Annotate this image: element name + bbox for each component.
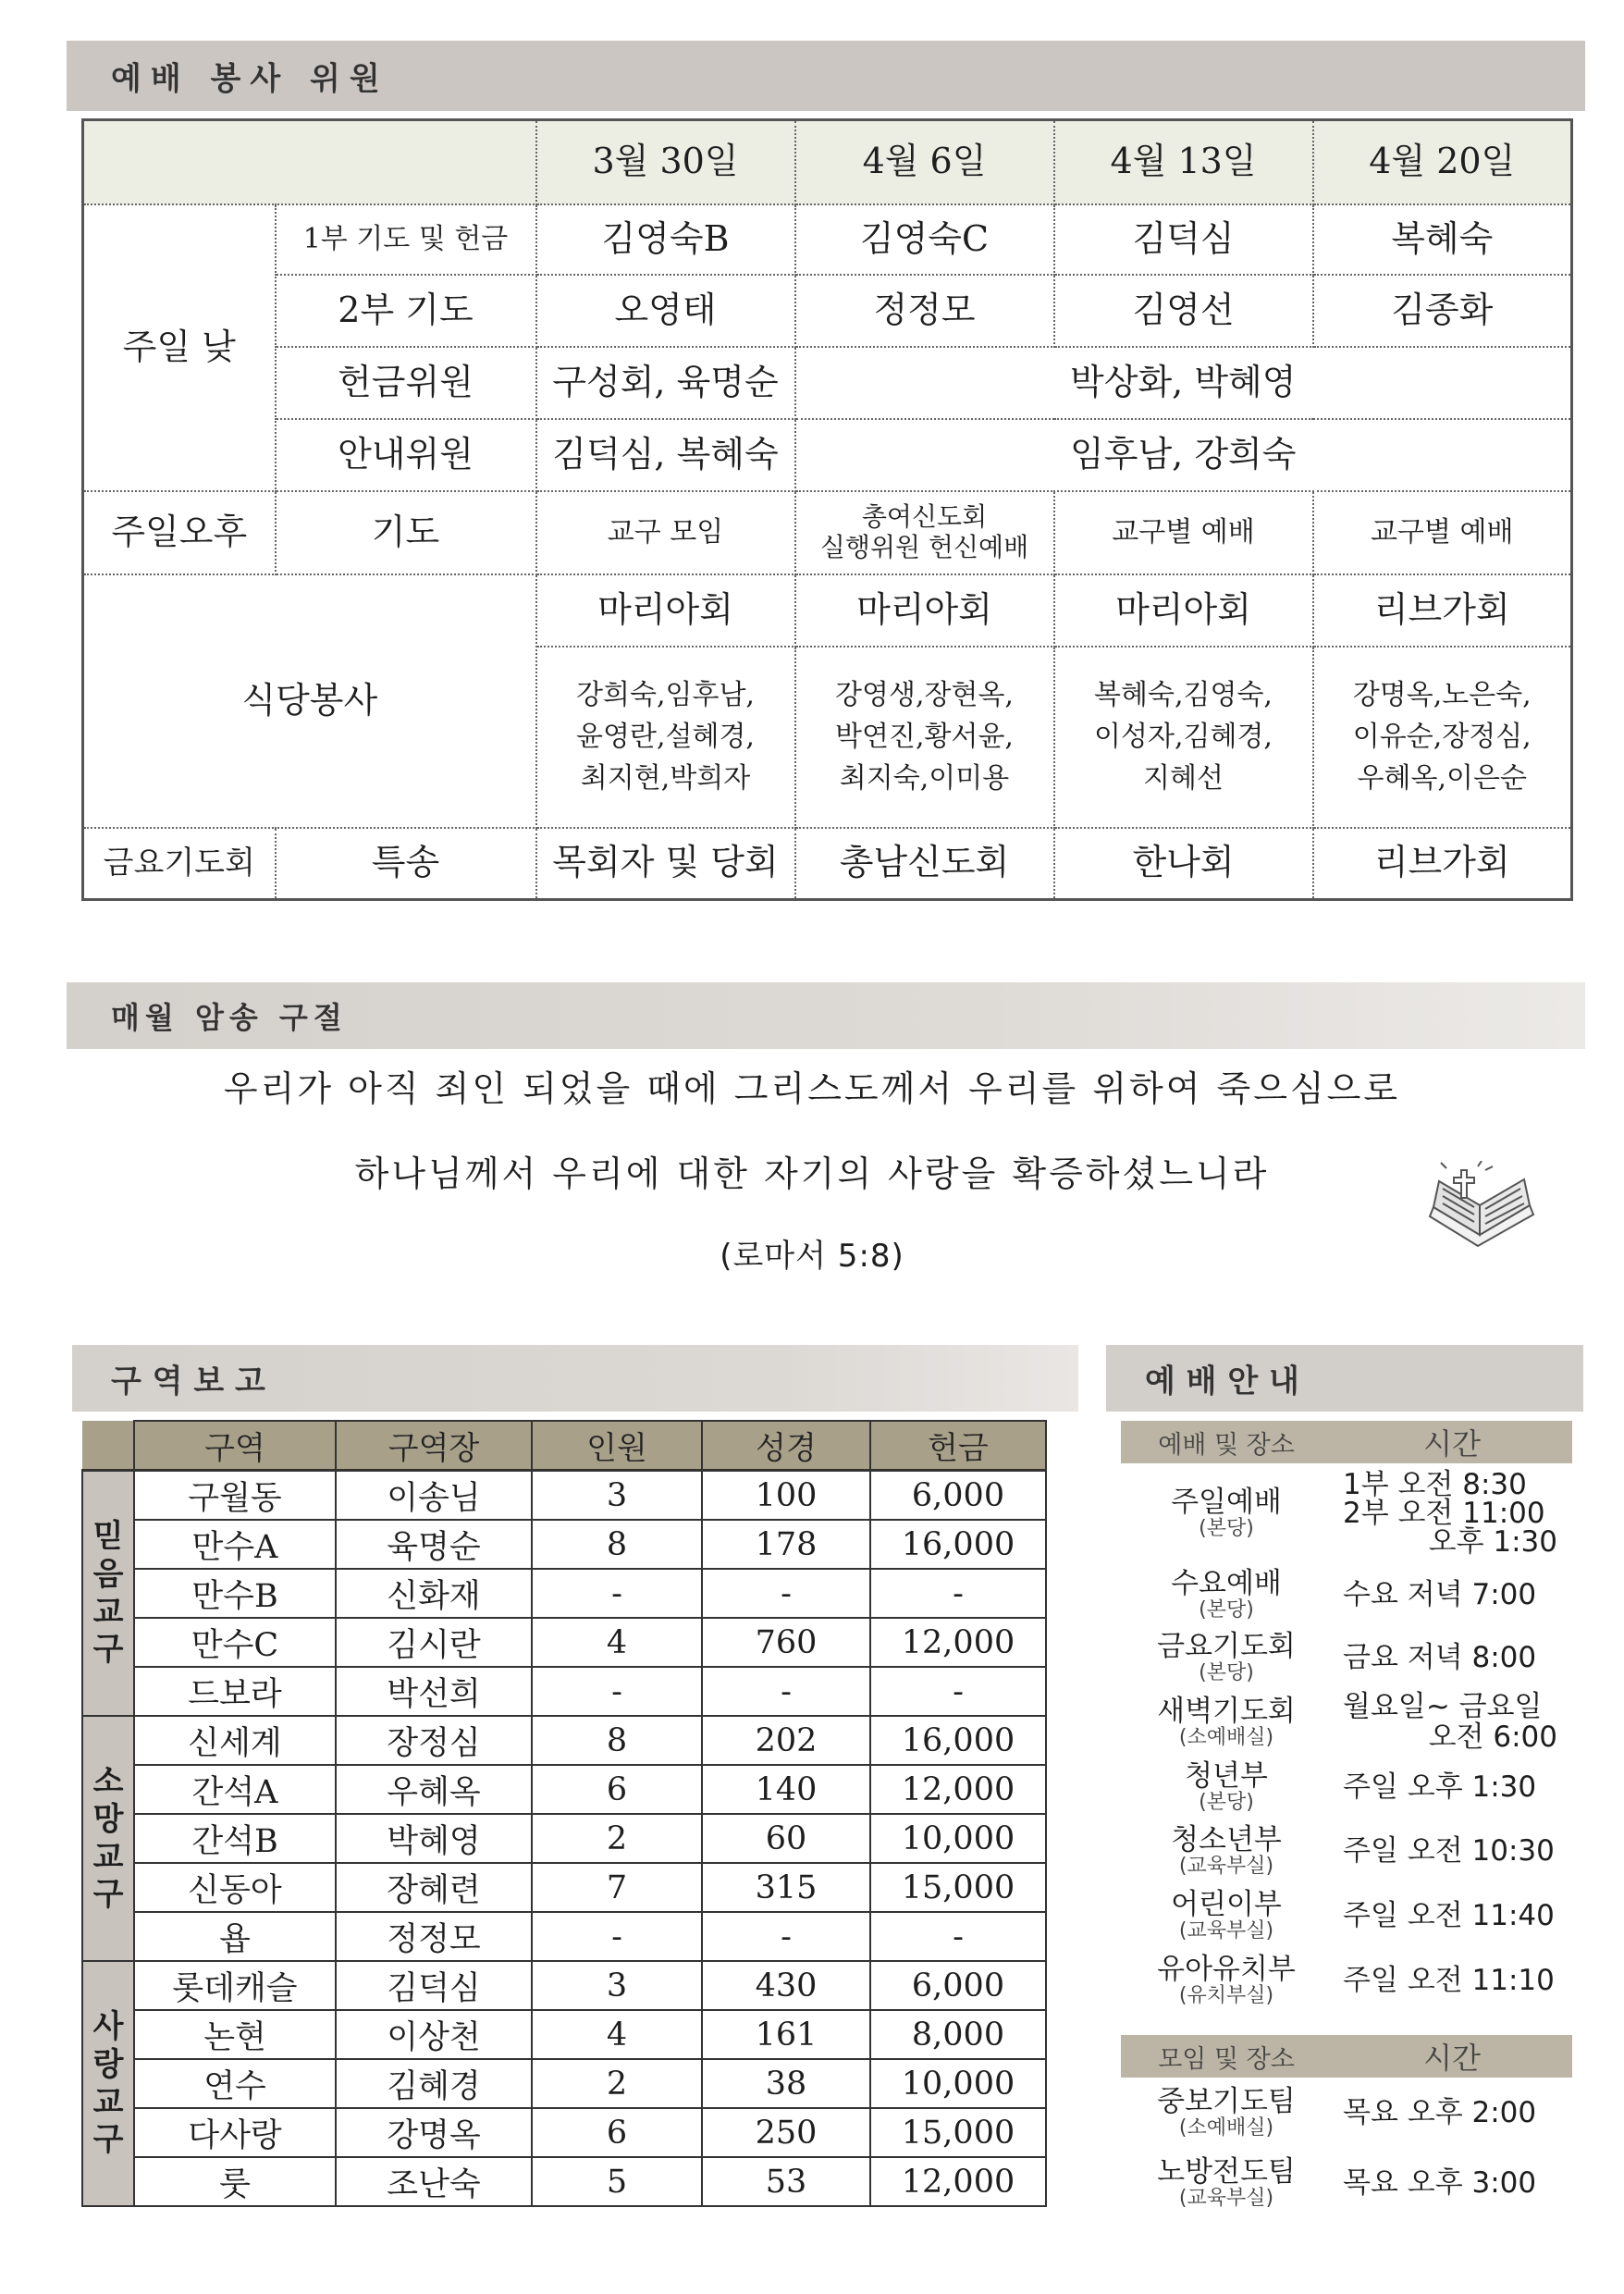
section-title: 예배 봉사 위원 xyxy=(111,60,389,98)
service-time: 주일 오전 11:40 xyxy=(1343,1898,1555,1932)
time-line: 2부 오전 11:00 xyxy=(1343,1496,1545,1530)
service-location: (소예배실) xyxy=(1178,1725,1274,1749)
row-group-label: 식당봉사 xyxy=(83,574,536,828)
service-name-text: 청소년부 xyxy=(1171,1823,1282,1857)
cell: 16,000 xyxy=(870,1520,1046,1569)
header-corner xyxy=(82,1421,134,1471)
cell: 12,000 xyxy=(870,1765,1046,1814)
table-row xyxy=(82,2059,1046,2108)
cell: 정정모 xyxy=(795,275,1054,347)
cell: - xyxy=(870,1912,1046,1961)
meeting-guide-table xyxy=(1121,2035,1572,2218)
cell: 롯데캐슬 xyxy=(134,1961,336,2010)
table-row xyxy=(82,1961,1046,2010)
cell: 178 xyxy=(702,1520,870,1569)
bible-icon xyxy=(1421,1161,1543,1272)
cell: 욥 xyxy=(134,1912,336,1961)
service-location: (교육부실) xyxy=(1178,1918,1274,1942)
schedule-row xyxy=(1121,2148,1572,2218)
meeting-location: (소예배실) xyxy=(1178,2115,1274,2140)
row-label: 1부 기도 및 헌금 xyxy=(276,204,536,275)
cell: 10,000 xyxy=(870,1814,1046,1863)
section-header-worship-volunteers xyxy=(67,41,1585,111)
cell: 박선희 xyxy=(336,1667,532,1716)
verse-reference: (로마서 5:8) xyxy=(720,1238,904,1275)
cell: 김시란 xyxy=(336,1618,532,1667)
cell: 강명옥 xyxy=(336,2108,532,2157)
cell: 오영태 xyxy=(536,275,795,347)
cell: 장혜련 xyxy=(336,1863,532,1912)
cell: - xyxy=(702,1569,870,1618)
cell: 100 xyxy=(702,1471,870,1521)
cell: - xyxy=(532,1569,702,1618)
service-location: (유치부실) xyxy=(1178,1983,1274,2007)
service-name xyxy=(1121,1756,1332,1819)
service-location: (본당) xyxy=(1199,1660,1254,1684)
member-list xyxy=(795,647,1054,828)
service-time: 수요 저녁 7:00 xyxy=(1343,1577,1537,1611)
time-line: 1부 오전 8:30 xyxy=(1343,1467,1527,1501)
row-group-label: 주일 낮 xyxy=(83,204,276,491)
cell: 구성회, 육명순 xyxy=(536,347,795,419)
cell: 8,000 xyxy=(870,2010,1046,2059)
row-label: 특송 xyxy=(276,828,536,900)
cell: 간석A xyxy=(134,1765,336,1814)
row-label: 헌금위원 xyxy=(276,347,536,419)
column-header: 성경 xyxy=(702,1421,870,1471)
member-line: 박연진,황서윤, xyxy=(835,721,1014,753)
meeting-name xyxy=(1121,2148,1332,2218)
group-label xyxy=(82,1961,134,2206)
cell: 정정모 xyxy=(336,1912,532,1961)
cell: 김영숙C xyxy=(795,204,1054,275)
cell: 신동아 xyxy=(134,1863,336,1912)
cell: 우혜옥 xyxy=(336,1765,532,1814)
cell: 구월동 xyxy=(134,1471,336,1521)
service-name-text: 주일예배 xyxy=(1171,1486,1282,1520)
cell: 김덕심 xyxy=(336,1961,532,2010)
meeting-name xyxy=(1121,2078,1332,2148)
table-row xyxy=(82,1471,1046,1521)
date-header: 3월 30일 xyxy=(536,120,795,204)
service-name xyxy=(1121,1563,1332,1626)
service-name-text: 청년부 xyxy=(1185,1759,1268,1794)
time-line: 오후 1:30 xyxy=(1428,1524,1557,1559)
cell: 드보라 xyxy=(134,1667,336,1716)
cell: 복혜숙 xyxy=(1313,204,1572,275)
table-row xyxy=(82,2108,1046,2157)
service-name-text: 수요예배 xyxy=(1171,1567,1282,1601)
section-title: 구 역 보 고 xyxy=(111,1363,265,1400)
merged-cell: 임후남, 강희숙 xyxy=(795,419,1572,491)
cell: 3 xyxy=(532,1961,702,2010)
member-list xyxy=(1054,647,1313,828)
cell: 12,000 xyxy=(870,2157,1046,2206)
group-label-text: 믿음교구 xyxy=(92,1517,124,1669)
column-header: 모임 및 장소 xyxy=(1121,2035,1332,2078)
meeting-location: (교육부실) xyxy=(1178,2186,1274,2210)
service-location: (본당) xyxy=(1199,1790,1254,1814)
cell: 5 xyxy=(532,2157,702,2206)
cell: 6 xyxy=(532,2108,702,2157)
cell: 김덕심 xyxy=(1054,204,1313,275)
table-row xyxy=(82,1569,1046,1618)
time-line: 오전 6:00 xyxy=(1428,1720,1557,1754)
row-label: 기도 xyxy=(276,491,536,574)
date-header: 4월 6일 xyxy=(795,120,1054,204)
cell: 조난숙 xyxy=(336,2157,532,2206)
cell: 760 xyxy=(702,1618,870,1667)
cell: 신세계 xyxy=(134,1716,336,1765)
service-time xyxy=(1332,1689,1572,1756)
table-row xyxy=(82,1765,1046,1814)
service-name xyxy=(1121,1689,1332,1756)
cell: 김영선 xyxy=(1054,275,1313,347)
row-label: 안내위원 xyxy=(276,419,536,491)
service-time xyxy=(1332,1463,1572,1563)
cell: 60 xyxy=(702,1814,870,1863)
service-name xyxy=(1121,1819,1332,1883)
section-title: 매월 암송 구절 xyxy=(111,1000,348,1035)
cell: 38 xyxy=(702,2059,870,2108)
schedule-row xyxy=(1121,1756,1572,1819)
member-line: 이유순,장정심, xyxy=(1352,721,1532,753)
service-name xyxy=(1121,1626,1332,1689)
verse-line-1: 우리가 아직 죄인 되었을 때에 그리스도께서 우리를 위하여 죽으심으로 xyxy=(223,1068,1401,1109)
table-row xyxy=(82,2157,1046,2206)
table-row xyxy=(82,1863,1046,1912)
service-name xyxy=(1121,1883,1332,1948)
verse-line-2: 하나님께서 우리에 대한 자기의 사랑을 확증하셨느니라 xyxy=(354,1153,1270,1194)
cell: 6 xyxy=(532,1765,702,1814)
cell: 한나회 xyxy=(1054,828,1313,900)
cell: 마리아회 xyxy=(536,574,795,647)
cell: 15,000 xyxy=(870,2108,1046,2157)
cell-line: 총여신도회 xyxy=(861,501,988,533)
cell: 53 xyxy=(702,2157,870,2206)
cell: 12,000 xyxy=(870,1618,1046,1667)
schedule-row xyxy=(1121,1626,1572,1689)
cell xyxy=(795,491,1054,574)
merged-cell: 박상화, 박혜영 xyxy=(795,347,1572,419)
member-line: 최지숙,이미용 xyxy=(839,762,1010,795)
schedule-row xyxy=(1121,1948,1572,2013)
cell: 만수B xyxy=(134,1569,336,1618)
member-line: 이성자,김혜경, xyxy=(1094,721,1273,753)
service-time: 금요 저녁 8:00 xyxy=(1343,1640,1537,1674)
member-list xyxy=(536,647,795,828)
cell: 4 xyxy=(532,1618,702,1667)
cell: 총남신도회 xyxy=(795,828,1054,900)
cell: 6,000 xyxy=(870,1471,1046,1521)
section-header-district-report xyxy=(72,1345,1078,1412)
service-name-text: 유아유치부 xyxy=(1157,1953,1296,1987)
cell: - xyxy=(870,1667,1046,1716)
column-header: 구역 xyxy=(134,1421,336,1471)
date-header: 4월 13일 xyxy=(1054,120,1313,204)
meeting-name-text: 노방전도팀 xyxy=(1157,2155,1296,2189)
cell: 2 xyxy=(532,1814,702,1863)
cell: 4 xyxy=(532,2010,702,2059)
cell: 다사랑 xyxy=(134,2108,336,2157)
column-header: 헌금 xyxy=(870,1421,1046,1471)
service-name-text: 어린이부 xyxy=(1171,1888,1282,1922)
cell: 2 xyxy=(532,2059,702,2108)
column-header: 시간 xyxy=(1332,1421,1572,1463)
table-row xyxy=(82,1667,1046,1716)
cell: 리브가회 xyxy=(1313,574,1572,647)
cell: 이송님 xyxy=(336,1471,532,1521)
service-time: 주일 오전 10:30 xyxy=(1343,1833,1555,1868)
worship-guide-table xyxy=(1121,1421,1572,2013)
section-title: 예 배 안 내 xyxy=(1145,1363,1299,1400)
member-line: 강희숙,임후남, xyxy=(576,679,755,711)
cell: - xyxy=(702,1667,870,1716)
column-header: 예배 및 장소 xyxy=(1121,1421,1332,1463)
cell: 6,000 xyxy=(870,1961,1046,2010)
time-line: 월요일~ 금요일 xyxy=(1343,1690,1543,1724)
group-label-text: 사랑교구 xyxy=(92,2007,124,2159)
cell: 15,000 xyxy=(870,1863,1046,1912)
cell: - xyxy=(532,1912,702,1961)
cell-line: 실행위원 헌신예배 xyxy=(819,531,1029,562)
cell: 202 xyxy=(702,1716,870,1765)
service-name xyxy=(1121,1463,1332,1563)
cell: 161 xyxy=(702,2010,870,2059)
service-name xyxy=(1121,1948,1332,2013)
group-label xyxy=(82,1471,134,1717)
date-header: 4월 20일 xyxy=(1313,120,1572,204)
schedule-row xyxy=(1121,1463,1572,1563)
member-line: 지혜선 xyxy=(1143,762,1224,795)
service-location: (본당) xyxy=(1199,1516,1254,1540)
cell: 10,000 xyxy=(870,2059,1046,2108)
cell: 교구 모임 xyxy=(536,491,795,574)
column-header: 시간 xyxy=(1332,2035,1572,2078)
cell: 연수 xyxy=(134,2059,336,2108)
cell: 3 xyxy=(532,1471,702,1521)
service-time: 주일 오전 11:10 xyxy=(1343,1963,1555,1997)
cell: - xyxy=(870,1569,1046,1618)
header-corner xyxy=(83,120,536,204)
cell: 육명순 xyxy=(336,1520,532,1569)
cell: 8 xyxy=(532,1520,702,1569)
service-time: 주일 오후 1:30 xyxy=(1343,1770,1537,1804)
schedule-row xyxy=(1121,2078,1572,2148)
cell: 리브가회 xyxy=(1313,828,1572,900)
meeting-name-text: 중보기도팀 xyxy=(1157,2085,1296,2119)
district-report-table xyxy=(81,1420,1047,2207)
row-label: 2부 기도 xyxy=(276,275,536,347)
member-line: 윤영란,설혜경, xyxy=(576,721,755,753)
group-label-text: 소망교구 xyxy=(92,1762,124,1914)
cell: 장정심 xyxy=(336,1716,532,1765)
cell: 김덕심, 복혜숙 xyxy=(536,419,795,491)
section-header-memory-verse xyxy=(67,982,1585,1049)
cell: 김종화 xyxy=(1313,275,1572,347)
member-line: 강영생,장현옥, xyxy=(835,679,1014,711)
service-location: (본당) xyxy=(1199,1597,1254,1622)
cell: 목회자 및 당회 xyxy=(536,828,795,900)
cell: 교구별 예배 xyxy=(1054,491,1313,574)
cell: 김혜경 xyxy=(336,2059,532,2108)
cell: 마리아회 xyxy=(1054,574,1313,647)
meeting-time: 목요 오후 3:00 xyxy=(1343,2165,1537,2200)
cell: 교구별 예배 xyxy=(1313,491,1572,574)
meeting-time: 목요 오후 2:00 xyxy=(1343,2095,1537,2129)
column-header: 구역장 xyxy=(336,1421,532,1471)
cell: 룻 xyxy=(134,2157,336,2206)
member-line: 최지현,박희자 xyxy=(580,762,751,795)
cell: 16,000 xyxy=(870,1716,1046,1765)
service-name-text: 새벽기도회 xyxy=(1157,1695,1296,1729)
cell: 만수C xyxy=(134,1618,336,1667)
table-row xyxy=(82,2010,1046,2059)
cell: 250 xyxy=(702,2108,870,2157)
service-location: (교육부실) xyxy=(1178,1854,1274,1878)
cell: 140 xyxy=(702,1765,870,1814)
table-row xyxy=(82,1520,1046,1569)
cell: 논현 xyxy=(134,2010,336,2059)
cell: 430 xyxy=(702,1961,870,2010)
cell: 마리아회 xyxy=(795,574,1054,647)
cell: 만수A xyxy=(134,1520,336,1569)
cell: 신화재 xyxy=(336,1569,532,1618)
group-label xyxy=(82,1716,134,1961)
row-group-label: 금요기도회 xyxy=(83,828,276,900)
cell: 315 xyxy=(702,1863,870,1912)
table-row xyxy=(82,1618,1046,1667)
cell: 8 xyxy=(532,1716,702,1765)
row-group-label: 주일오후 xyxy=(83,491,276,574)
cell: 박혜영 xyxy=(336,1814,532,1863)
cell: 7 xyxy=(532,1863,702,1912)
volunteer-table xyxy=(81,118,1573,901)
member-line: 우혜옥,이은순 xyxy=(1357,762,1527,795)
schedule-row xyxy=(1121,1563,1572,1626)
column-header: 인원 xyxy=(532,1421,702,1471)
table-row xyxy=(82,1716,1046,1765)
cell: 이상천 xyxy=(336,2010,532,2059)
member-list xyxy=(1313,647,1572,828)
table-row xyxy=(82,1814,1046,1863)
cell: 김영숙B xyxy=(536,204,795,275)
member-line: 복혜숙,김영숙, xyxy=(1094,679,1273,711)
schedule-row xyxy=(1121,1689,1572,1756)
section-header-worship-guide xyxy=(1106,1345,1583,1412)
schedule-row xyxy=(1121,1819,1572,1883)
member-line: 강명옥,노은숙, xyxy=(1352,679,1532,711)
cell: - xyxy=(532,1667,702,1716)
cell: - xyxy=(702,1912,870,1961)
table-row xyxy=(82,1912,1046,1961)
cell: 간석B xyxy=(134,1814,336,1863)
service-name-text: 금요기도회 xyxy=(1157,1630,1296,1664)
schedule-row xyxy=(1121,1883,1572,1948)
